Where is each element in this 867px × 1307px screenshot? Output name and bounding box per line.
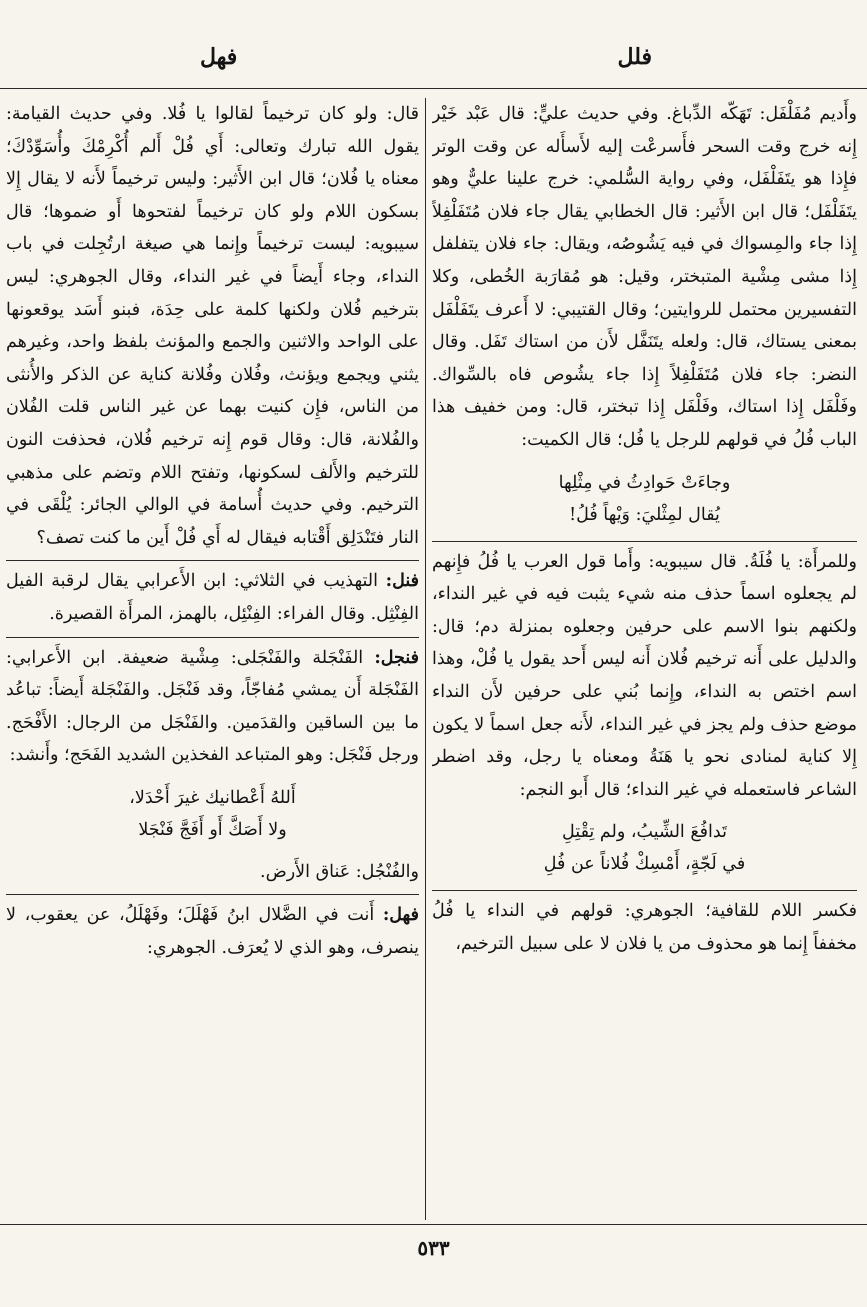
section-rule (432, 541, 857, 542)
entry-body: التهذيب في الثلاثي: ابن الأَعرابي يقال لرقبة الفيل الفِنْثِل. وقال الفراء: الفِنْئِل، بالهمز، المرأَة القصيرة. (6, 571, 419, 624)
verse-line: تَدافُعَ الشِّيبُ، ولم تِقْتِلِ (562, 822, 727, 843)
page-header (0, 44, 867, 84)
poem-verse (432, 816, 857, 880)
footer-rule (0, 1224, 867, 1225)
verse-line: في لَجّةٍ، أَمْسِكْ فُلاناً عن فُلِ (543, 854, 746, 875)
entry-headword: فهل: (382, 905, 419, 926)
right-column (432, 98, 857, 1220)
dictionary-entry (6, 899, 419, 964)
text-paragraph: وللمرأَة: يا فُلَةُ. قال سيبويه: وأَما قول العرب يا فُلُ فإِنهم لم يجعلوه اسماً حذف منه شيء يثبت فيه في غير النداء، ولكنهم بنوا الاسم على حرفين وجعلوه بمنزلة دم؛ قال: والدليل على أَنه ترخيم فُلان أَنه ليس أَحد يقول يا فُلْ، وهذا اسم اختص به النداء، وإِنما بُني على حرفين لأَن النداء موضع حذف ولم يجز في غير النداء، لأَنه جعل اسماً لا يكون إِلا كناية لمنادى نحو يا هَنَةُ ومعناه يا رجل، وقد اضطر الشاعر فاستعمله في غير النداء؛ قال أَبو النجم: (432, 551, 857, 800)
entry-body: أَنت في الضَّلال ابنُ فَهْلَلَ؛ وفَهْلَلُ، عن يعقوب، لا ينصرف، وهو الذي لا يُعرَف. الجوهري: (6, 905, 419, 959)
section-rule (432, 890, 857, 891)
entry-headword: فنجل: (374, 647, 419, 668)
entry-headword: فنل: (385, 571, 419, 592)
running-headword-right: فلل (617, 44, 652, 70)
text-paragraph: فكسر اللام للقافية؛ الجوهري: قولهم في النداء يا فُلُ مخففاً إِنما هو محذوف من يا فلان لا على سبيل الترخيم، (432, 901, 857, 954)
verse-line: وجاءَتْ حَوادِثُ في مِثْلِها (558, 472, 731, 493)
page-number: ٥٣٣ (417, 1236, 450, 1260)
dictionary-entry (6, 565, 419, 630)
text-paragraph: وأَديم مُفَلْفَل: تَهَكّه الدِّباغ. وفي حديث عليٍّ: قال عَبْد خَيْر إِنه خرج وقت السحر فأَسرعْت إليه لأَسأَله عن وقت الوتر فإِذا هو يتَفَلْفَل، وفي رواية السُّلمي: خرج علينا عليٌّ وهو يتَفَلْفَل؛ قال ابن الأَثير: قال الخطابي يقال جاء فلان مُتَفَلْفِلاً إِذا جاء والمِسواك في فيه يَشُوصُه، ويقال: جاء فلان يتفلفل إِذا مشى مِشْية المتبختر، وقيل: هو مُقارَبة الخُطى، وكلا التفسيرين محتمل للروايتين؛ وقال القتيبي: لا أَعرف يتَفَلْفَل بمعنى يستاك، قال: ولعله يتَنَفَّل لأَن من استاك تَفَل. وقال النضر: جاء فلان مُتَفَلْفِلاً إِذا جاء يشُوص فاه بالسِّواك. وفَلْفَل إِذا استاك، وفَلْفَل إِذا تبختر، قال: ومن خفيف هذا الباب فُلُ في قولهم للرجل يا فُل؛ قال الكميت: (432, 104, 857, 450)
poem-verse (6, 782, 419, 846)
left-column (6, 98, 419, 1220)
section-rule (6, 894, 419, 895)
text-paragraph: والفُنْجُل: عَناق الأَرض. (260, 861, 419, 882)
dictionary-entry (6, 642, 419, 772)
text-paragraph: قال: ولو كان ترخيماً لقالوا يا فُلا. وفي حديث القيامة: يقول الله تبارك وتعالى: أَي فُلْ أَلم أُكْرِمْكَ وأُسَوِّدْكَ؛ معناه يا فُلان؛ قال ابن الأَثير: وليس ترخيماً لأَنه لا يقال إِلا بسكون اللام ولو كان ترخيماً لفتحوها أَو ضموها؛ قال سيبويه: ليست ترخيماً وإِنما هي صيغة ارتُجِلت في باب النداء، وجاء أَيضاً في غير النداء، وقال الجوهري: ليس بترخيم فُلان ولكنها كلمة على حِدَة، فبنو أَسَد يوقعونها على الواحد والاثنين والجمع والمؤنث بلفظ واحد، وغيرهم يثني ويجمع ويؤنث، وفُلان وفُلانة كناية عن الذكر والأُنثى من الناس، فإِن كنيت بهما عن غير الناس قلت الفُلان والفُلانة، قال: وقال قوم إِنه ترخيم فُلان، فحذفت النون للترخيم والأَلف لسكونها، وتفتح اللام وتضم على مذهبي الترخيم. وفي حديث أُسامة في الوالي الجائر: يُلْقَى في النار فتَنْدَلِق أَقْتابه فيقال له أَي فُلْ أَين ما كنت تصف؟ (6, 104, 419, 548)
section-rule (6, 560, 419, 561)
column-divider (425, 98, 426, 1220)
poem-verse (432, 467, 857, 531)
section-rule (6, 637, 419, 638)
entry-body: الفَنْجَلة والفَنْجَلى: مِشْية ضعيفة. ابن الأَعرابي: الفَنْجَلة أَن يمشي مُفاجّاً، وقد فَنْجَل. والفَنْجَلة أَيضاً: تباعُد ما بين الساقين والقدَمين. والفَنْجَل من الرجال: الأَفْحَج. ورجل فَنْجَل: وهو المتباعد الفخذين الشديد الفَحَج؛ وأَنشد: (6, 647, 419, 766)
verse-line: أَللهُ أَعْطانيك غيرَ أَحْدَلا، (129, 787, 296, 808)
verse-line: يُقال لمِثْليَ: وَيْهاً فُلُ! (569, 504, 720, 525)
verse-line: ولا أَصَكَّ أَو أَفَجَّ فَنْجَلا (138, 819, 287, 840)
header-rule (0, 88, 867, 89)
running-headword-left: فهل (200, 44, 238, 70)
